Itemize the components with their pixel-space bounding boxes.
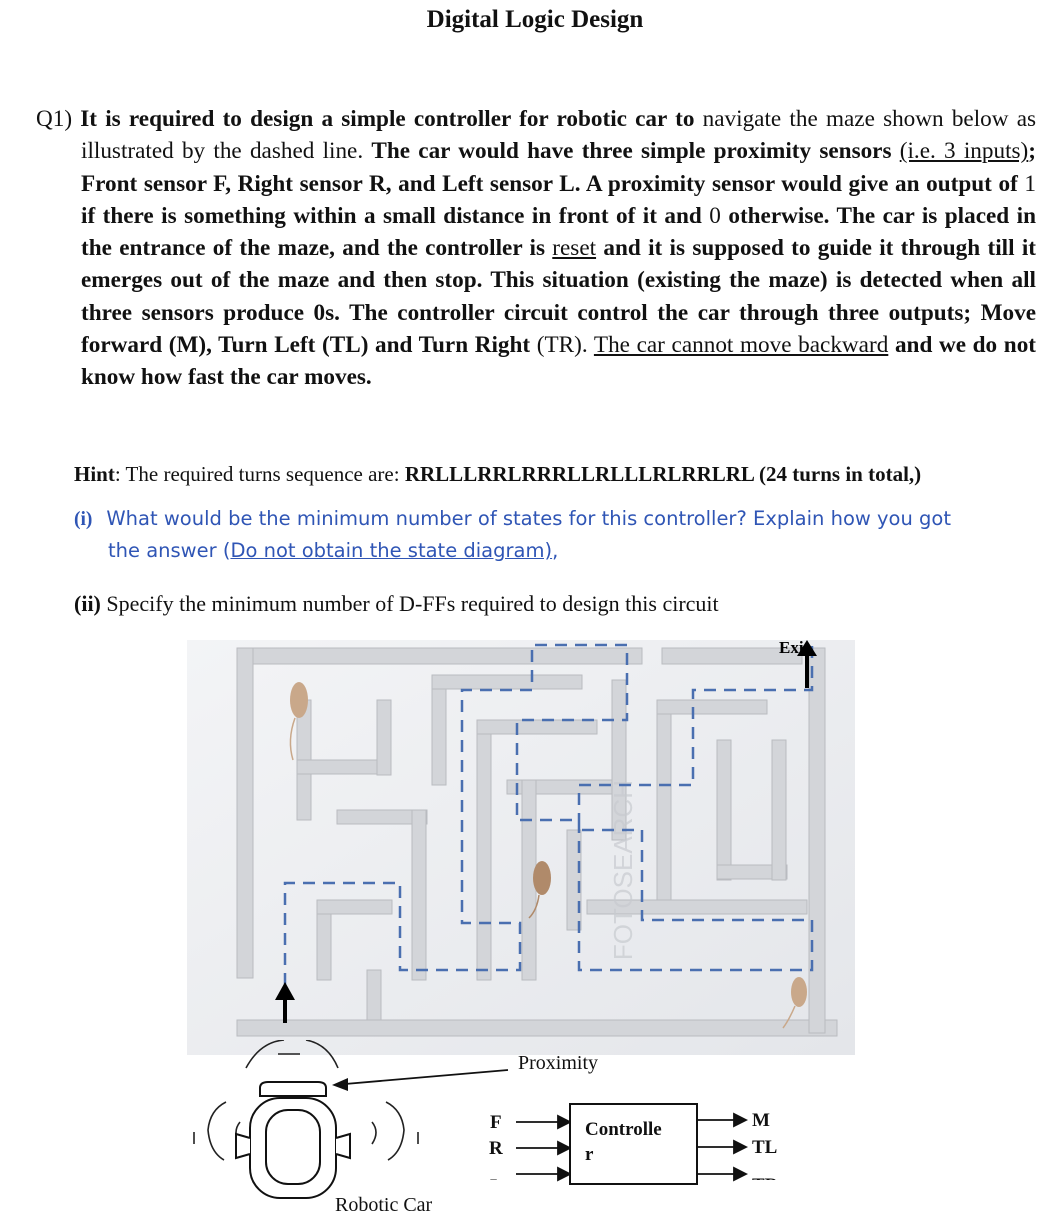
q1-text-5: ; Front sensor F, Right sensor R, and Left sensor L. A proximity sensor would give an output of — [81, 138, 1037, 197]
q1-text-1: It is required to design a simple controller for robotic car to — [80, 106, 695, 132]
q1-text-14: and we do not know how fast the car moves. — [81, 332, 1037, 391]
input-l-label: L — [490, 1176, 503, 1197]
controller-diagram — [180, 1040, 840, 1225]
hint-label: Hint — [74, 462, 115, 486]
maze-figure — [187, 640, 855, 1055]
output-arrows — [697, 1114, 746, 1180]
q1-label: Q1) — [36, 106, 73, 132]
proximity-label: Proximity — [518, 1052, 599, 1074]
part-i-text: What would be the minimum number of states for this controller? Explain how you got — [106, 507, 951, 530]
q1-no-backward: The car cannot move backward — [593, 332, 889, 359]
part-i — [74, 503, 1049, 567]
part-i-label: (i) — [74, 509, 93, 530]
part-ii-text: Specify the minimum number of D-FFs required to design this circuit — [106, 591, 719, 616]
hint-text: : The required turns sequence are: — [114, 462, 400, 486]
question-1 — [36, 103, 1036, 394]
car-label: Robotic Car — [335, 1194, 433, 1216]
q1-value-1: 1 — [1024, 170, 1037, 197]
watermark: FOTOSEARCH — [608, 780, 638, 961]
part-i-underlined: Do not obtain the state diagram) — [230, 539, 553, 562]
output-tr-label: TR — [752, 1175, 779, 1196]
exit-label: Exit — [779, 640, 810, 657]
hint-sequence: RRLLLRRLRRRLLRLLLRLRRLRL (24 turns in total,) — [404, 462, 922, 486]
hint — [74, 462, 921, 487]
q1-text-11: and it is supposed to guide it through till it emerges out of the maze and then stop. This situation (existing the maze) is detected when all three sensors produce 0s. The controller circuit control the car through three outputs; Move forward (M), Turn Left (TL) and Turn Right — [81, 235, 1036, 359]
q1-value-0: 0 — [709, 202, 721, 229]
robotic-car-icon — [236, 1082, 350, 1198]
q1-tr: (TR). — [536, 332, 588, 359]
q1-inputs-note: (i.e. 3 inputs) — [899, 138, 1029, 165]
q1-text-2: navigate the maze shown below as illustrated by the dashed line. — [81, 106, 1037, 165]
input-arrows — [516, 1116, 570, 1180]
part-ii-label: (ii) — [74, 591, 101, 616]
part-i-text-2: the answer ( — [108, 539, 231, 562]
part-ii — [74, 591, 719, 617]
proximity-arrow — [332, 1070, 508, 1091]
input-r-label: R — [489, 1138, 503, 1159]
q1-text-9: otherwise. The car is placed in the entrance of the maze, and the controller is — [81, 202, 1036, 262]
q1-reset: reset — [552, 235, 597, 262]
q1-text-7: if there is something within a small distance in front of it and — [81, 202, 702, 229]
input-f-label: F — [490, 1112, 502, 1133]
output-tl-label: TL — [752, 1137, 778, 1158]
page-title: Digital Logic Design — [426, 6, 644, 33]
part-i-tail: , — [552, 539, 559, 562]
output-m-label: M — [752, 1110, 770, 1131]
q1-text-3: The car would have three simple proximity sensors — [371, 138, 892, 165]
controller-label: Controlle — [585, 1119, 662, 1140]
controller-label-2: r — [585, 1144, 594, 1165]
